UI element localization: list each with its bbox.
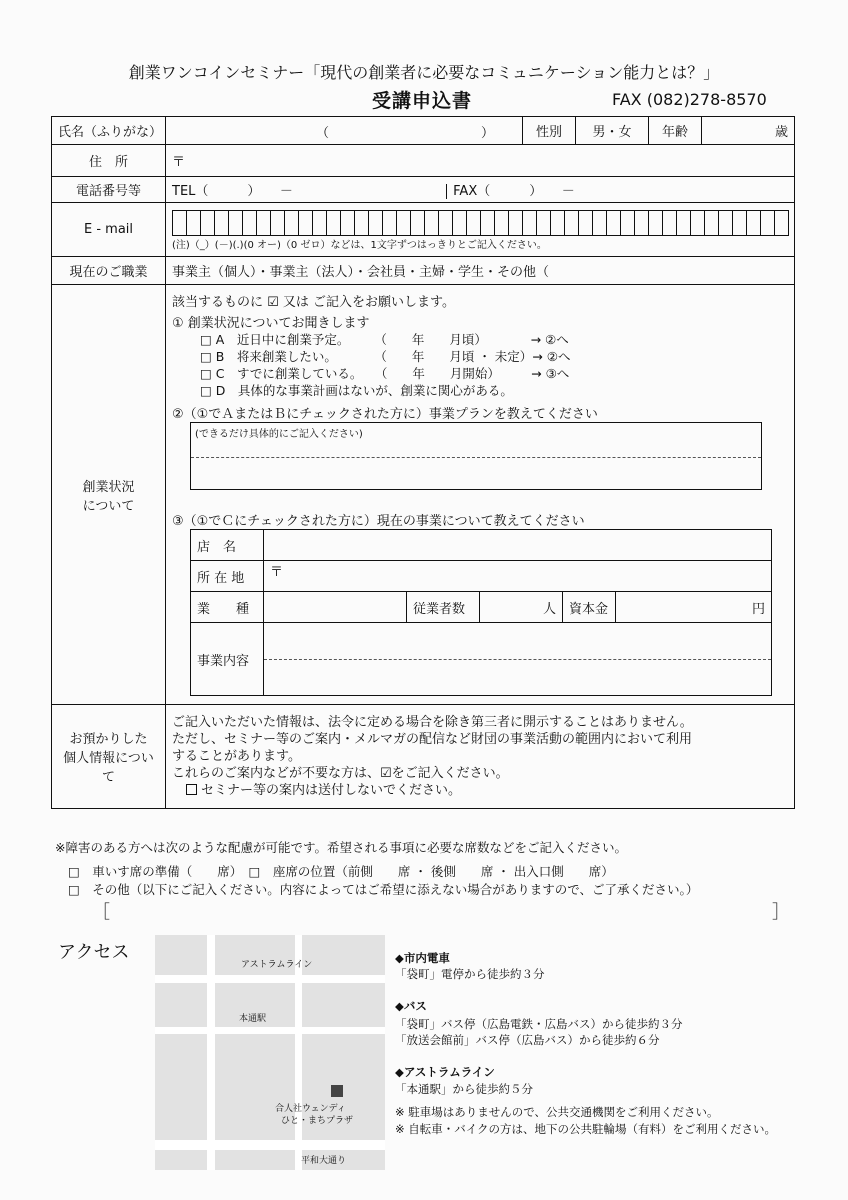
paren-open: （ (316, 126, 330, 141)
phone-field[interactable] (166, 177, 795, 203)
shop-label: 店 名 (191, 530, 264, 561)
email-char-box[interactable] (690, 210, 705, 236)
option-b[interactable]: □ B 将来創業したい。 （ 年 月頃 ・ 未定）→ ②へ (200, 349, 571, 364)
industry-field[interactable] (264, 592, 407, 623)
age-unit[interactable]: 歳 (702, 117, 795, 145)
email-char-box[interactable] (662, 210, 677, 236)
email-char-box[interactable] (368, 210, 383, 236)
email-char-box[interactable] (606, 210, 621, 236)
privacy-text-2: ただし、セミナー等のご案内・メルマガの配信など財団の事業活動の範囲内において利用 (172, 732, 693, 747)
status-label-1: 創業状況 (82, 479, 135, 495)
status-intro: 該当するものに ☑ 又は ご記入をお願いします。 (172, 295, 456, 310)
location-label: 所 在 地 (191, 561, 264, 592)
name-label: 氏名（ふりがな） (52, 117, 166, 145)
job-options[interactable]: 事業主（個人）・事業主（法人）・会社員・主婦・学生・その他（ (166, 257, 795, 285)
bus-text-1: 「袋町」バス停（広島電鉄・広島バス）から徒歩約３分 (395, 1017, 683, 1031)
privacy-text-4: これらのご案内などが不要な方は、☑をご記入ください。 (172, 766, 509, 781)
question-3: ③（①でＣにチェックされた方に）現在の事業について教えてください (172, 514, 585, 529)
email-char-box[interactable] (494, 210, 509, 236)
email-char-box[interactable] (522, 210, 537, 236)
bus-heading: ◆バス (395, 999, 427, 1013)
privacy-text-3: することがあります。 (172, 749, 301, 764)
status-section (166, 285, 795, 705)
email-char-box[interactable] (396, 210, 411, 236)
industry-label: 業 種 (191, 592, 264, 623)
employees-field[interactable]: 人 (480, 592, 563, 623)
map-label-venue: 合人社ウェンディ (275, 1104, 346, 1114)
email-note: (注)（_）(－)(.)(0 オー)（0 ゼロ）などは、1文字ずつはっきりとご記入ください。 (172, 240, 547, 251)
email-char-box[interactable] (228, 210, 243, 236)
privacy-label (52, 705, 166, 809)
status-label (52, 285, 166, 705)
option-a[interactable]: □ A 近日中に創業予定。 （ 年 月頃） → ②へ (200, 332, 569, 347)
email-char-box[interactable] (578, 210, 593, 236)
map-label-heiwa: 平和大通り (301, 1156, 347, 1166)
email-char-box[interactable] (564, 210, 579, 236)
gender-options[interactable]: 男・女 (576, 117, 649, 145)
fax-field[interactable]: FAX（ ） － (446, 184, 575, 199)
map-label-hondori: 本通駅 (239, 1014, 267, 1024)
question-2: ②（①でＡまたはＢにチェックされた方に）事業プランを教えてください (172, 407, 598, 422)
phone-label: 電話番号等 (52, 177, 166, 203)
email-char-box[interactable] (298, 210, 313, 236)
astram-heading: ◆アストラムライン (395, 1065, 495, 1079)
form-title: 受講申込書 (372, 90, 473, 112)
email-char-box[interactable] (620, 210, 635, 236)
email-char-box[interactable] (382, 210, 397, 236)
email-char-box[interactable] (438, 210, 453, 236)
business-label: 事業内容 (191, 623, 264, 696)
email-char-box[interactable] (676, 210, 691, 236)
parking-note: ※ 駐車場はありませんので、公共交通機関をご利用ください。 (395, 1105, 719, 1119)
application-form (51, 116, 795, 809)
email-char-box[interactable] (270, 210, 285, 236)
privacy-label-1: お預かりした (69, 732, 148, 747)
tel-field[interactable]: TEL（ ） － (172, 184, 293, 199)
postal-mark: 〒 (172, 155, 186, 170)
shop-field[interactable] (264, 530, 772, 561)
email-char-box[interactable] (536, 210, 551, 236)
email-char-box[interactable] (550, 210, 565, 236)
age-label: 年齢 (649, 117, 702, 145)
location-field[interactable] (264, 561, 772, 592)
email-char-box[interactable] (592, 210, 607, 236)
location-postal: 〒 (270, 565, 284, 580)
plan-field[interactable] (190, 422, 762, 490)
email-char-box[interactable] (508, 210, 523, 236)
email-char-box[interactable] (214, 210, 229, 236)
tram-heading: ◆市内電車 (395, 951, 450, 965)
email-char-box[interactable] (312, 210, 327, 236)
email-char-box[interactable] (648, 210, 663, 236)
email-char-box[interactable] (746, 210, 761, 236)
email-char-box[interactable] (452, 210, 467, 236)
email-field[interactable] (166, 203, 795, 257)
email-char-boxes[interactable] (172, 210, 788, 236)
email-char-box[interactable] (172, 210, 187, 236)
option-d[interactable]: □ D 具体的な事業計画はないが、創業に関心がある。 (200, 383, 513, 398)
email-char-box[interactable] (760, 210, 775, 236)
business-field[interactable] (264, 623, 772, 696)
email-char-box[interactable] (326, 210, 341, 236)
option-c[interactable]: □ C すでに創業している。 （ 年 月開始） → ③へ (200, 366, 570, 381)
address-field[interactable] (166, 145, 795, 177)
paren-close: ） (481, 126, 495, 141)
name-field[interactable] (166, 117, 523, 145)
email-char-box[interactable] (774, 210, 789, 236)
email-char-box[interactable] (340, 210, 355, 236)
address-label: 住 所 (52, 145, 166, 177)
accessibility-line-2[interactable]: □ その他（以下にご記入ください。内容によってはご希望に添えない場合がありますので、ご了承ください。） (68, 882, 699, 897)
business-table (190, 529, 772, 696)
email-char-box[interactable] (354, 210, 369, 236)
privacy-section (166, 705, 795, 809)
email-label: E - mail (52, 203, 166, 257)
capital-label: 資本金 (563, 592, 616, 623)
fax-number: FAX (082)278-8570 (612, 90, 767, 109)
bracket-right: ］ (772, 902, 790, 923)
bicycle-note: ※ 自転車・バイクの方は、地下の公共駐輪場（有料）をご利用ください。 (395, 1122, 777, 1136)
email-char-box[interactable] (704, 210, 719, 236)
email-char-box[interactable] (718, 210, 733, 236)
opt-out-label: セミナー等の案内は送付しないでください。 (201, 783, 462, 798)
opt-out-row[interactable] (172, 782, 788, 799)
question-1: ① 創業状況についてお聞きします (172, 316, 370, 331)
email-char-box[interactable] (284, 210, 299, 236)
employees-label: 従業者数 (407, 592, 480, 623)
accessibility-note: ※障害のある方へは次のような配慮が可能です。希望される事項に必要な席数などをご記入ください。 (55, 840, 627, 855)
email-char-box[interactable] (242, 210, 257, 236)
status-label-2: について (82, 498, 135, 514)
access-map (155, 935, 385, 1170)
map-label-astram: アストラムライン (241, 960, 313, 970)
email-char-box[interactable] (410, 210, 425, 236)
seminar-title: 創業ワンコインセミナー「現代の創業者に必要なコミュニケーション能力とは？」 (128, 63, 720, 82)
email-char-box[interactable] (424, 210, 439, 236)
map-label-plaza: ひと・まちプラザ (281, 1116, 354, 1126)
job-label: 現在のご職業 (52, 257, 166, 285)
email-char-box[interactable] (256, 210, 271, 236)
email-char-box[interactable] (732, 210, 747, 236)
opt-out-checkbox[interactable] (186, 784, 197, 795)
accessibility-line-1[interactable]: □ 車いす席の準備（ 席） □ 座席の位置（前側 席 ・ 後側 席 ・ 出入口側 席） (68, 864, 614, 879)
privacy-label-2: 個人情報について (63, 751, 154, 785)
astram-text: 「本通駅」から徒歩約５分 (395, 1082, 533, 1096)
email-char-box[interactable] (186, 210, 201, 236)
bracket-left: ［ (92, 902, 110, 923)
email-char-box[interactable] (466, 210, 481, 236)
bus-text-2: 「放送会館前」バス停（広島バス）から徒歩約６分 (395, 1033, 660, 1047)
capital-field[interactable]: 円 (616, 592, 772, 623)
privacy-text-1: ご記入いただいた情報は、法令に定める場合を除き第三者に開示することはありません。 (172, 715, 693, 730)
tram-text: 「袋町」電停から徒歩約３分 (395, 967, 545, 981)
email-char-box[interactable] (200, 210, 215, 236)
email-char-box[interactable] (480, 210, 495, 236)
venue-marker (331, 1085, 343, 1097)
access-title: アクセス (58, 942, 130, 963)
plan-hint: (できるだけ具体的にご記入ください) (195, 429, 363, 440)
email-char-box[interactable] (634, 210, 649, 236)
gender-label: 性別 (523, 117, 576, 145)
